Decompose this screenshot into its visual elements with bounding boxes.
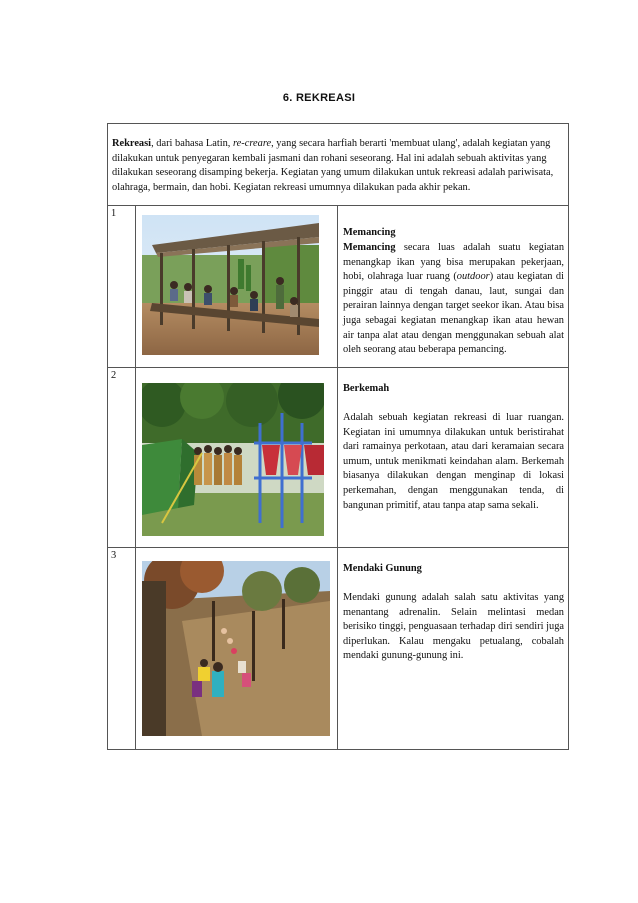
intro-cell (108, 124, 569, 206)
row-lead-term: Memancing (343, 241, 396, 253)
row-title: Berkemah (343, 383, 390, 395)
row-desc-part-b: ) atau kegiatan di pinggir atau di tengah danau, laut, sungai dan perairan lainnya dengan target seekor ikan. Atau bisa juga sebagai kegiatan menangkap ikan atau hewan air tanpa alat atau dengan menggunakan sebuah alat oleh seorang atau beberapa pemancing. (343, 271, 565, 356)
row-number: 1 (108, 206, 136, 368)
camping-photo (142, 383, 324, 536)
intro-term: Rekreasi (112, 138, 152, 149)
table-row (108, 548, 569, 750)
recreation-table (107, 123, 569, 750)
intro-text-2: , yang secara harfiah berarti 'membuat ulang', adalah kegiatan yang dilakukan untuk penyegaran kembali jasmani dan rohani seseorang. Hal ini adalah sebuah aktivitas yang dilakukan seseorang disamping bekerja. Kegiatan yang umum dilakukan untuk rekreasi adalah pariwisata, olahraga, bermain, dan hobi. Kegiatan rekreasi umumnya dilakukan pada akhir pekan. (112, 138, 554, 193)
row-number: 3 (108, 548, 136, 750)
section-heading: 6. REKREASI (282, 92, 356, 104)
row-description: Adalah sebuah kegiatan rekreasi di luar ruangan. Kegiatan ini umumnya dilakukan untuk beristirahat dari ramainya perkotaan, atau dari keramaian secara umum, untuk menikmati keindahan alam. Berkemah biasanya dilakukan dengan menginap di lokasi perkemahan, dengan menggunakan tenda, di bangunan primitif, atau tanpa atap sama sekali. (343, 411, 565, 511)
row-desc-part-a: secara luas adalah suatu kegiatan menangkap ikan yang bisa merupakan pekerjaan, hobi, olahraga luar ruang ( (343, 241, 565, 283)
intro-text-1: , dari bahasa Latin, (151, 138, 234, 149)
row-description: Mendaki gunung adalah salah satu aktivitas yang menantang adrenalin. Selain melintasi medan berisiko tinggi, penguasaan terhadap diri sendiri juga diperlukan. Kalau mengaku petualang, cobalah mendaki gunung-gunung ini. (343, 591, 565, 662)
fishing-photo (142, 215, 319, 355)
photo-cell (136, 368, 338, 548)
intro-row (108, 124, 569, 206)
description-cell (338, 206, 569, 368)
photo-cell (136, 548, 338, 750)
row-title: Memancing (343, 227, 396, 239)
row-description (343, 241, 564, 358)
table-row (108, 368, 569, 548)
row-title: Mendaki Gunung (343, 563, 422, 575)
hiking-photo (142, 561, 330, 736)
description-cell (338, 368, 569, 548)
table-row (108, 206, 569, 368)
description-cell (338, 548, 569, 750)
row-number: 2 (108, 368, 136, 548)
row-desc-italic: outdoor (456, 271, 490, 283)
intro-latin: re-creare (233, 138, 272, 149)
photo-cell (136, 206, 338, 368)
